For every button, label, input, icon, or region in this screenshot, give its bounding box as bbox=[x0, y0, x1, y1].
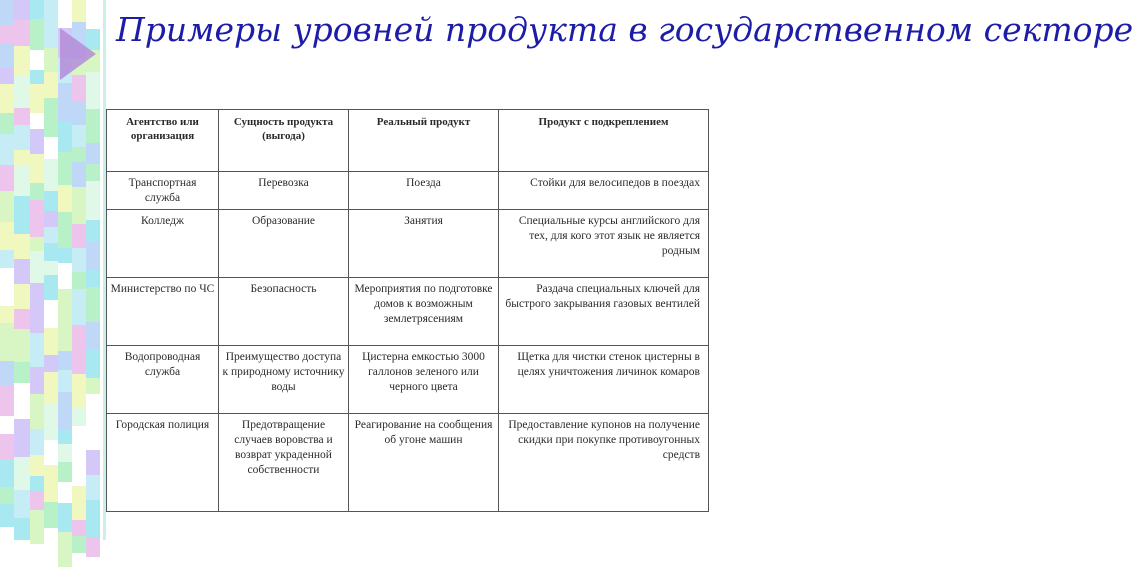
mosaic-tile bbox=[44, 18, 58, 48]
mosaic-tile bbox=[58, 185, 72, 212]
mosaic-tile bbox=[14, 259, 30, 284]
mosaic-tile bbox=[86, 242, 100, 270]
cell-augmented-product: Раздача специальных ключей для быстрого закрывания газовых вентилей bbox=[499, 278, 709, 346]
mosaic-tile bbox=[72, 248, 86, 272]
header-agency: Агентство или организация bbox=[107, 110, 219, 172]
mosaic-tile bbox=[14, 0, 30, 20]
mosaic-tile bbox=[72, 536, 86, 553]
mosaic-tile bbox=[86, 378, 100, 394]
cell-core-benefit: Безопасность bbox=[219, 278, 349, 346]
mosaic-tile bbox=[0, 113, 14, 134]
mosaic-tile bbox=[72, 187, 86, 224]
table-row bbox=[107, 172, 709, 210]
cell-actual-product: Мероприятия по подготовке домов к возможным землетрясениям bbox=[349, 278, 499, 346]
mosaic-tile bbox=[86, 287, 100, 322]
mosaic-tile bbox=[0, 84, 14, 113]
cell-agency: Водопроводная служба bbox=[107, 346, 219, 414]
mosaic-tile bbox=[30, 154, 44, 183]
mosaic-tile bbox=[58, 0, 72, 28]
mosaic-tile bbox=[14, 518, 30, 540]
mosaic-tile bbox=[58, 248, 72, 263]
cell-core-benefit: Образование bbox=[219, 210, 349, 278]
mosaic-tile bbox=[44, 372, 58, 403]
mosaic-tile bbox=[30, 50, 44, 70]
mosaic-tile bbox=[30, 84, 44, 113]
mosaic-tile bbox=[72, 162, 86, 187]
mosaic-tile bbox=[30, 19, 44, 50]
decorative-mosaic bbox=[0, 0, 100, 540]
mosaic-tile bbox=[72, 407, 86, 426]
triangle-decoration bbox=[60, 28, 96, 80]
mosaic-tile bbox=[30, 314, 44, 333]
mosaic-tile bbox=[86, 143, 100, 164]
mosaic-tile bbox=[86, 450, 100, 475]
mosaic-tile bbox=[30, 237, 44, 251]
mosaic-tile bbox=[86, 270, 100, 287]
table-row bbox=[107, 346, 709, 414]
mosaic-tile bbox=[44, 355, 58, 372]
mosaic-tile bbox=[58, 444, 72, 462]
slide-title: Примеры уровней продукта в государственном секторе bbox=[116, 10, 1133, 49]
mosaic-tile bbox=[44, 191, 58, 211]
mosaic-tile bbox=[44, 528, 58, 562]
cell-agency: Министерство по ЧС bbox=[107, 278, 219, 346]
mosaic-tile bbox=[72, 520, 86, 536]
mosaic-tile bbox=[58, 212, 72, 248]
mosaic-tile bbox=[0, 306, 14, 323]
mosaic-tile bbox=[14, 196, 30, 234]
mosaic-tile bbox=[44, 227, 58, 243]
cell-augmented-product: Предоставление купонов на получение скидки при покупке противоугонных средств bbox=[499, 414, 709, 512]
mosaic-tile bbox=[86, 322, 100, 349]
mosaic-tile bbox=[0, 68, 14, 84]
mosaic-tile bbox=[30, 70, 44, 84]
mosaic-tile bbox=[72, 374, 86, 407]
mosaic-tile bbox=[72, 426, 86, 463]
mosaic-tile bbox=[14, 383, 30, 419]
mosaic-tile bbox=[0, 416, 14, 434]
mosaic-tile bbox=[58, 370, 72, 392]
table-row bbox=[107, 414, 709, 512]
mosaic-tile bbox=[44, 72, 58, 98]
mosaic-tile bbox=[58, 122, 72, 152]
cell-actual-product: Занятия bbox=[349, 210, 499, 278]
cell-augmented-product: Специальные курсы английского для тех, для кого этот язык не является родным bbox=[499, 210, 709, 278]
mosaic-tile bbox=[86, 109, 100, 143]
mosaic-tile bbox=[14, 457, 30, 490]
mosaic-tile bbox=[0, 0, 14, 26]
mosaic-tile bbox=[14, 309, 30, 329]
mosaic-tile bbox=[44, 465, 58, 502]
mosaic-tile bbox=[86, 417, 100, 450]
mosaic-tile bbox=[30, 476, 44, 491]
mosaic-tile bbox=[30, 0, 44, 19]
mosaic-tile bbox=[14, 20, 30, 46]
mosaic-tile bbox=[58, 152, 72, 185]
mosaic-tile bbox=[0, 323, 14, 361]
mosaic-tile bbox=[30, 183, 44, 200]
mosaic-tile bbox=[30, 491, 44, 510]
mosaic-tile bbox=[0, 361, 14, 385]
mosaic-tile bbox=[0, 527, 14, 543]
mosaic-tile bbox=[44, 440, 58, 465]
mosaic-tile bbox=[86, 394, 100, 417]
mosaic-tile bbox=[72, 325, 86, 352]
table-header-row bbox=[107, 110, 709, 172]
mosaic-tile bbox=[14, 490, 30, 518]
mosaic-tile bbox=[72, 125, 86, 147]
mosaic-tile bbox=[30, 251, 44, 283]
cell-actual-product: Реагирование на сообщения об угоне машин bbox=[349, 414, 499, 512]
mosaic-tile bbox=[86, 181, 100, 220]
cell-core-benefit: Преимущество доступа к природному источнику воды bbox=[219, 346, 349, 414]
mosaic-tile bbox=[14, 419, 30, 457]
mosaic-tile bbox=[0, 191, 14, 222]
mosaic-tile bbox=[72, 289, 86, 325]
mosaic-tile bbox=[30, 129, 44, 154]
mosaic-tile bbox=[72, 147, 86, 162]
cell-core-benefit: Перевозка bbox=[219, 172, 349, 210]
mosaic-tile bbox=[44, 403, 58, 440]
mosaic-tile bbox=[58, 462, 72, 482]
cell-core-benefit: Предотвращение случаев воровства и возврат украденной собственности bbox=[219, 414, 349, 512]
mosaic-tile bbox=[0, 268, 14, 306]
mosaic-tile bbox=[86, 349, 100, 378]
mosaic-tile bbox=[86, 500, 100, 537]
mosaic-tile bbox=[58, 263, 72, 289]
mosaic-tile bbox=[72, 0, 86, 22]
mosaic-tile bbox=[58, 430, 72, 444]
mosaic-tile bbox=[58, 503, 72, 532]
mosaic-tile bbox=[14, 234, 30, 259]
mosaic-tile bbox=[58, 351, 72, 370]
cell-agency: Колледж bbox=[107, 210, 219, 278]
cell-agency: Городская полиция bbox=[107, 414, 219, 512]
mosaic-tile bbox=[72, 463, 86, 486]
mosaic-tile bbox=[14, 284, 30, 309]
cell-actual-product: Цистерна емкостью 3000 галлонов зеленого или черного цвета bbox=[349, 346, 499, 414]
mosaic-tile bbox=[14, 165, 30, 196]
header-core-benefit: Сущность продукта (выгода) bbox=[219, 110, 349, 172]
mosaic-tile bbox=[44, 261, 58, 275]
mosaic-tile bbox=[14, 75, 30, 108]
mosaic-tile bbox=[30, 113, 44, 129]
mosaic-tile bbox=[30, 510, 44, 544]
mosaic-tile bbox=[44, 502, 58, 528]
mosaic-tile bbox=[44, 48, 58, 72]
mosaic-tile bbox=[30, 394, 44, 429]
mosaic-tile bbox=[86, 0, 100, 29]
mosaic-tile bbox=[44, 243, 58, 261]
mosaic-tile bbox=[44, 137, 58, 159]
mosaic-tile bbox=[0, 165, 14, 191]
mosaic-tile bbox=[44, 112, 58, 137]
mosaic-tile bbox=[0, 504, 14, 527]
mosaic-tile bbox=[58, 289, 72, 320]
mosaic-tile bbox=[58, 83, 72, 122]
mosaic-tile bbox=[0, 43, 14, 68]
cell-augmented-product: Стойки для велосипедов в поездах bbox=[499, 172, 709, 210]
mosaic-tile bbox=[86, 220, 100, 242]
mosaic-tile bbox=[0, 487, 14, 504]
cell-augmented-product: Щетка для чистки стенок цистерны в целях уничтожения личинок комаров bbox=[499, 346, 709, 414]
mosaic-tile bbox=[44, 300, 58, 328]
mosaic-tile bbox=[30, 429, 44, 455]
mosaic-tile bbox=[72, 101, 86, 125]
mosaic-tile bbox=[30, 351, 44, 367]
mosaic-tile bbox=[14, 108, 30, 125]
mosaic-tile bbox=[0, 385, 14, 416]
mosaic-tile bbox=[14, 46, 30, 75]
mosaic-tile bbox=[14, 329, 30, 362]
mosaic-tile bbox=[58, 532, 72, 567]
mosaic-tile bbox=[30, 200, 44, 237]
mosaic-tile bbox=[58, 320, 72, 351]
mosaic-tile bbox=[30, 283, 44, 314]
mosaic-tile bbox=[72, 224, 86, 248]
mosaic-tile bbox=[58, 392, 72, 430]
mosaic-tile bbox=[0, 434, 14, 459]
mosaic-tile bbox=[72, 272, 86, 289]
mosaic-tile bbox=[30, 455, 44, 476]
mosaic-tile bbox=[58, 482, 72, 503]
table-row bbox=[107, 210, 709, 278]
product-levels-table bbox=[106, 109, 709, 512]
mosaic-tile bbox=[86, 475, 100, 500]
mosaic-tile bbox=[44, 328, 58, 355]
header-augmented-product: Продукт с подкреплением bbox=[499, 110, 709, 172]
mosaic-tile bbox=[30, 333, 44, 351]
mosaic-tile bbox=[86, 164, 100, 181]
table-row bbox=[107, 278, 709, 346]
mosaic-tile bbox=[14, 150, 30, 165]
mosaic-tile bbox=[0, 222, 14, 250]
mosaic-tile bbox=[72, 486, 86, 520]
cell-agency: Транспортная служба bbox=[107, 172, 219, 210]
mosaic-tile bbox=[14, 362, 30, 383]
header-actual-product: Реальный продукт bbox=[349, 110, 499, 172]
mosaic-tile bbox=[0, 250, 14, 268]
mosaic-tile bbox=[30, 367, 44, 394]
mosaic-tile bbox=[44, 98, 58, 112]
mosaic-tile bbox=[0, 134, 14, 165]
mosaic-tile bbox=[44, 0, 58, 18]
mosaic-tile bbox=[0, 26, 14, 43]
mosaic-tile bbox=[72, 352, 86, 374]
mosaic-tile bbox=[44, 275, 58, 300]
mosaic-tile bbox=[44, 211, 58, 227]
mosaic-tile bbox=[44, 159, 58, 191]
mosaic-tile bbox=[14, 125, 30, 150]
mosaic-tile bbox=[86, 537, 100, 557]
cell-actual-product: Поезда bbox=[349, 172, 499, 210]
mosaic-tile bbox=[0, 459, 14, 487]
